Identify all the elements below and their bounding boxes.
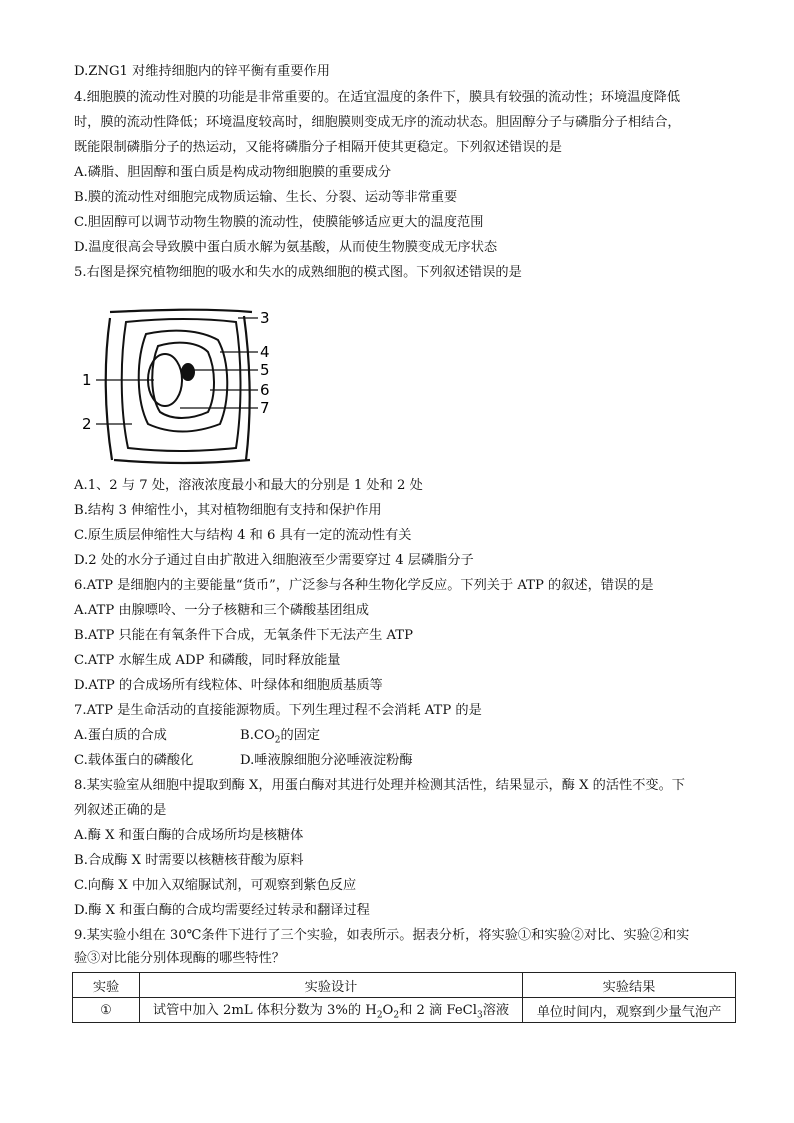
diagram-label-2: 2: [82, 415, 92, 433]
table-header-design: 实验设计: [140, 973, 523, 998]
nucleus: [181, 363, 195, 381]
q6-option-a: A.ATP 由腺嘌呤、一分子核糖和三个磷酸基团组成: [74, 603, 369, 618]
design-sub-3: 3: [476, 1010, 483, 1021]
q5-option-d: D.2 处的水分子通过自由扩散进入细胞液至少需要穿过 4 层磷脂分子: [74, 553, 474, 568]
q8-stem-line1: 8.某实验室从细胞中提取到酶 X，用蛋白酶对其进行处理并检测其活性，结果显示，酶 X 的活性不变。下: [74, 778, 685, 793]
q9-stem-line1: 9.某实验小组在 30℃条件下进行了三个实验，如表所示。据表分析，将实验①和实验②对比、实验②和实: [74, 928, 690, 943]
q5-option-c: C.原生质层伸缩性大与结构 4 和 6 具有一定的流动性有关: [74, 528, 412, 543]
diagram-label-4: 4: [260, 343, 270, 361]
table-header-row: [73, 973, 736, 998]
q8-option-c: C.向酶 X 中加入双缩脲试剂，可观察到紫色反应: [74, 878, 357, 893]
q6-option-c: C.ATP 水解生成 ADP 和磷酸，同时释放能量: [74, 653, 341, 668]
q8-option-d: D.酶 X 和蛋白酶的合成均需要经过转录和翻译过程: [74, 903, 370, 918]
diagram-label-1: 1: [82, 371, 92, 389]
plant-cell-diagram: [74, 300, 294, 468]
q9-stem-line2: 验③对比能分别体现酶的哪些特性？: [74, 951, 285, 966]
q5-stem: 5.右图是探究植物细胞的吸水和失水的成熟细胞的模式图。下列叙述错误的是: [74, 265, 522, 280]
table-cell-result: 单位时间内，观察到少量气泡产: [523, 998, 736, 1023]
q4-stem-line1: 4.细胞膜的流动性对膜的功能是非常重要的。在适宜温度的条件下，膜具有较强的流动性；环境温度降低: [74, 90, 681, 105]
q7-option-d: D.唾液腺细胞分泌唾液淀粉酶: [240, 753, 413, 768]
q4-stem-line2: 时，膜的流动性降低；环境温度较高时，细胞膜则变成无序的流动状态。胆固醇分子与磷脂分子相结合，: [74, 115, 681, 130]
design-text-mid: O: [382, 1003, 394, 1019]
table-cell-id: ①: [73, 998, 140, 1023]
design-sub-1: 2: [376, 1010, 383, 1021]
q7-option-a: A.蛋白质的合成: [74, 728, 167, 743]
design-text-post: 溶液: [482, 1003, 510, 1019]
table-header-experiment: 实验: [73, 973, 140, 998]
experiment-table: [72, 972, 736, 1023]
q7-option-b-sub: 2: [274, 735, 281, 746]
diagram-label-5: 5: [260, 361, 270, 379]
table-cell-design: [140, 998, 523, 1023]
q4-option-c: C.胆固醇可以调节动物生物膜的流动性，使膜能够适应更大的温度范围: [74, 215, 484, 230]
q4-option-b: B.膜的流动性对细胞完成物质运输、生长、分裂、运动等非常重要: [74, 190, 458, 205]
q6-option-d: D.ATP 的合成场所有线粒体、叶绿体和细胞质基质等: [74, 678, 383, 693]
diagram-label-3: 3: [260, 309, 270, 327]
q4-option-d: D.温度很高会导致膜中蛋白质水解为氨基酸，从而使生物膜变成无序状态: [74, 240, 498, 255]
q3-option-d: D.ZNG1 对维持细胞内的锌平衡有重要作用: [74, 64, 330, 79]
design-text-mid2: 和 2 滴 FeCl: [399, 1003, 477, 1019]
q4-option-a: A.磷脂、胆固醇和蛋白质是构成动物细胞膜的重要成分: [74, 165, 392, 180]
q7-option-c: C.载体蛋白的磷酸化: [74, 753, 194, 768]
q7-stem: 7.ATP 是生命活动的直接能源物质。下列生理过程不会消耗 ATP 的是: [74, 703, 482, 718]
q8-stem-line2: 列叙述正确的是: [74, 803, 167, 818]
cell-wall-outer-right: [244, 316, 250, 460]
table-header-result: 实验结果: [523, 973, 736, 998]
cell-wall-bottom: [114, 460, 250, 463]
q4-stem-line3: 既能限制磷脂分子的热运动，又能将磷脂分子相隔开使其更稳定。下列叙述错误的是: [74, 140, 562, 155]
diagram-label-6: 6: [260, 381, 270, 399]
q8-option-a: A.酶 X 和蛋白酶的合成场所均是核糖体: [74, 828, 304, 843]
design-text-pre: 试管中加入 2mL 体积分数为 3%的 H: [152, 1003, 377, 1019]
q6-option-b: B.ATP 只能在有氧条件下合成，无氧条件下无法产生 ATP: [74, 628, 413, 643]
q6-stem: 6.ATP 是细胞内的主要能量“货币”，广泛参与各种生物化学反应。下列关于 ATP 的叙述，错误的是: [74, 578, 654, 593]
q7-option-b-pre: B.CO: [240, 728, 275, 743]
design-sub-2: 2: [393, 1010, 400, 1021]
cell-wall-outer: [106, 318, 112, 460]
q7-option-b: [240, 726, 320, 751]
q7-option-b-post: 的固定: [280, 728, 321, 743]
cell-wall-top: [110, 310, 252, 312]
table-row: [73, 998, 736, 1023]
q5-option-a: A.1、2 与 7 处，溶液浓度最小和最大的分别是 1 处和 2 处: [74, 478, 423, 493]
q5-option-b: B.结构 3 伸缩性小，其对植物细胞有支持和保护作用: [74, 503, 382, 518]
diagram-label-7: 7: [260, 399, 270, 417]
q8-option-b: B.合成酶 X 时需要以核糖核苷酸为原料: [74, 853, 304, 868]
